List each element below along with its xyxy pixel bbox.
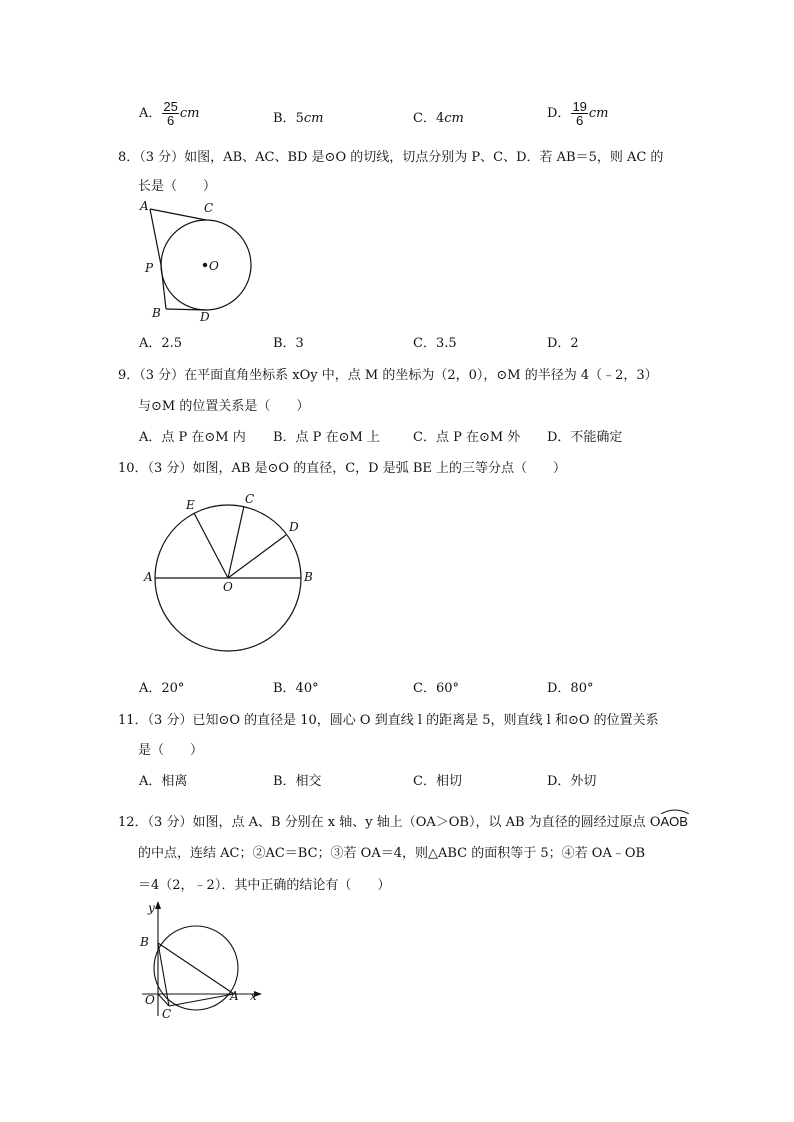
q8-center-dot (203, 263, 207, 267)
q7-option-c: C．4cm (413, 111, 464, 126)
q12-figure (138, 900, 268, 1025)
q11-line2: 是（ ） (138, 743, 204, 758)
q7-fraction-a: $\frac{25}{6}$ (163, 99, 178, 128)
q10-label-b: B (304, 570, 313, 584)
q10-label-d: D (289, 520, 299, 534)
q12-label-x: x (250, 989, 257, 1003)
q12-y-arrow (155, 901, 161, 909)
q11-option-a: A．相离 (139, 774, 188, 789)
q10-label-c: C (245, 492, 255, 506)
q10-option-c: C．60° (413, 681, 459, 696)
q12-segment-ba (158, 943, 234, 994)
q9-option-a: A．点 P 在⊙M 内 (139, 430, 246, 445)
q12-segment-ca (169, 994, 234, 1006)
q10-label-e: E (186, 498, 195, 512)
q12-label-o: O (145, 993, 155, 1007)
q8-label-o: O (209, 259, 219, 273)
q11-option-c: C．相切 (413, 774, 462, 789)
q8-label-a: A (140, 199, 149, 213)
q8-tangent-ap (150, 209, 161, 265)
q8-line2: 长是（ ） (138, 179, 217, 194)
q9-option-d: D．不能确定 (547, 430, 623, 445)
q12-label-c: C (162, 1007, 172, 1021)
q12-line3: ＝4（2，﹣2）．其中正确的结论有（ ） (138, 878, 391, 893)
q8-option-b: B．3 (273, 336, 304, 351)
q9-option-c: C．点 P 在⊙M 外 (413, 430, 521, 445)
q8-option-a: A．2.5 (139, 336, 183, 351)
q11-option-d: D．外切 (547, 774, 597, 789)
q10-radius-oe (194, 513, 228, 578)
q10-label-a: A (144, 570, 153, 584)
q10-option-a: A．20° (139, 681, 185, 696)
q12-arc-aob: AOB (660, 810, 687, 829)
q7-option-d: D． $\frac{19}{6}$ cm (547, 99, 609, 128)
q10-line1: 10．（3 分）如图，AB 是⊙O 的直径，C，D 是弧 BE 上的三等分点（ ） (118, 461, 567, 476)
q8-option-c: C．3.5 (413, 336, 457, 351)
q8-option-d: D．2 (547, 336, 579, 351)
q8-tangent-pb (161, 265, 166, 309)
q12-arc-mark (660, 808, 690, 814)
q9-line1: 9．（3 分）在平面直角坐标系 xOy 中，点 M 的坐标为（2，0），⊙M 的半径为 4（﹣2，3） (118, 368, 658, 383)
q12-label-b: B (140, 935, 149, 949)
q8-label-b: B (152, 306, 161, 320)
q12-label-a: A (230, 989, 239, 1003)
q10-figure (140, 490, 320, 665)
q11-option-b: B．相交 (273, 774, 322, 789)
q12-line1: 12．（3 分）如图，点 A、B 分别在 x 轴、y 轴上（OA＞OB），以 AB 为直径的圆经过原点 O AOB (118, 810, 688, 830)
q10-option-d: D．80° (547, 681, 594, 696)
q7-option-b: B．5cm (273, 111, 324, 126)
q7-option-a: A． $\frac{25}{6}$ cm (139, 99, 200, 128)
q12-label-y: y (148, 901, 155, 915)
q8-label-p: P (145, 261, 154, 275)
q8-label-d: D (200, 310, 210, 324)
q8-figure (136, 196, 266, 326)
q11-line1: 11．（3 分）已知⊙O 的直径是 10，圆心 O 到直线 l 的距离是 5，则直线 l 和⊙O 的位置关系 (118, 713, 659, 728)
q8-tangent-ac (150, 209, 206, 220)
q10-label-o: O (223, 580, 233, 594)
q8-label-c: C (204, 201, 214, 215)
q8-line1: 8．（3 分）如图，AB、AC、BD 是⊙O 的切线，切点分别为 P、C、D．若 AB＝5，则 AC 的 (118, 150, 664, 165)
q9-option-b: B．点 P 在⊙M 上 (273, 430, 380, 445)
q7-fraction-d: $\frac{19}{6}$ (572, 99, 587, 128)
q10-option-b: B．40° (273, 681, 319, 696)
q12-line2: 的中点，连结 AC；②AC＝BC；③若 OA＝4，则△ABC 的面积等于 5；④若 OA﹣OB (138, 846, 646, 861)
q9-line2: 与⊙M 的位置关系是（ ） (138, 399, 310, 414)
